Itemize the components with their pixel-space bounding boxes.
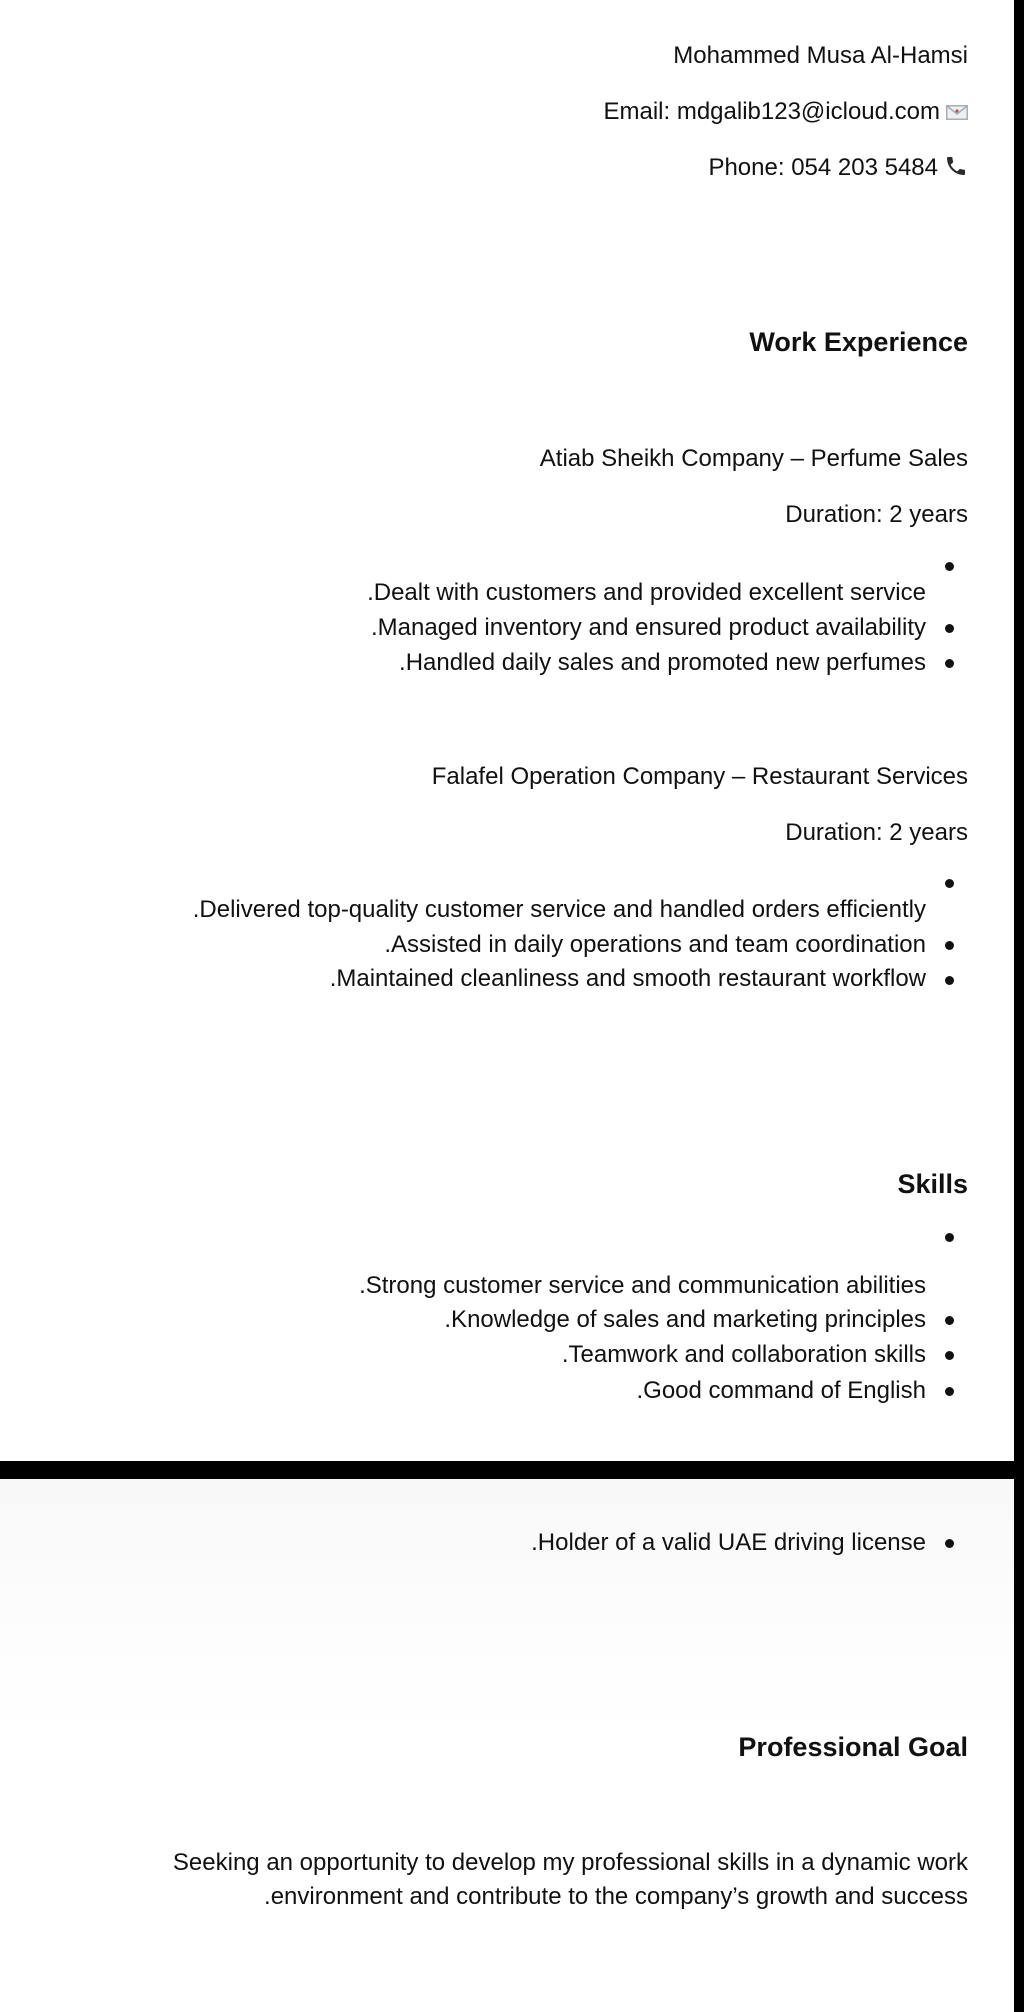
job-duty: .Dealt with customers and provided excellent service	[367, 579, 926, 606]
work-experience-heading: Work Experience	[749, 327, 968, 357]
job-duty: .Assisted in daily operations and team coordination	[384, 931, 926, 958]
bullet-marker	[945, 1233, 954, 1242]
phone-text: Phone: 054 203 5484	[708, 154, 938, 181]
bullet-marker	[945, 659, 954, 668]
page-edge	[1014, 0, 1024, 2012]
bullet-marker	[945, 976, 954, 985]
bullet-marker	[945, 1316, 954, 1325]
skill-item: .Teamwork and collaboration skills	[561, 1341, 926, 1368]
skill-item: .Knowledge of sales and marketing principles	[444, 1306, 926, 1333]
bullet-marker	[945, 1539, 954, 1548]
bullet-marker	[945, 562, 954, 571]
job-duty: .Maintained cleanliness and smooth restaurant workflow	[329, 965, 926, 992]
job-duty: .Managed inventory and ensured product availability	[370, 614, 926, 641]
skill-item: .Good command of English	[636, 1377, 926, 1404]
bullet-marker	[945, 879, 954, 888]
envelope-icon	[946, 99, 968, 114]
job-duration: Duration: 2 years	[785, 819, 968, 846]
page-break-divider	[0, 1461, 1024, 1479]
professional-goal-heading: Professional Goal	[738, 1732, 968, 1762]
email-line	[603, 98, 968, 126]
email-text: Email: mdgalib123@icloud.com	[603, 98, 940, 125]
applicant-name: Mohammed Musa Al-Hamsi	[673, 42, 968, 69]
skill-item: .Holder of a valid UAE driving license	[531, 1529, 926, 1556]
skill-item: .Strong customer service and communication abilities	[359, 1272, 926, 1299]
phone-line	[708, 154, 968, 182]
job-company: Falafel Operation Company – Restaurant Services	[431, 763, 968, 790]
bullet-marker	[945, 1351, 954, 1360]
bullet-marker	[945, 1387, 954, 1396]
bullet-marker	[945, 941, 954, 950]
telephone-icon	[944, 154, 968, 178]
job-duty: .Delivered top-quality customer service and handled orders efficiently	[192, 896, 926, 923]
job-company: Atiab Sheikh Company – Perfume Sales	[539, 445, 968, 472]
job-duty: .Handled daily sales and promoted new perfumes	[399, 649, 926, 676]
professional-goal-text: Seeking an opportunity to develop my professional skills in a dynamic work .environment and contribute to the company’s growth and success	[172, 1849, 968, 1910]
job-duration: Duration: 2 years	[785, 501, 968, 528]
bullet-marker	[945, 624, 954, 633]
skills-heading: Skills	[897, 1169, 968, 1199]
